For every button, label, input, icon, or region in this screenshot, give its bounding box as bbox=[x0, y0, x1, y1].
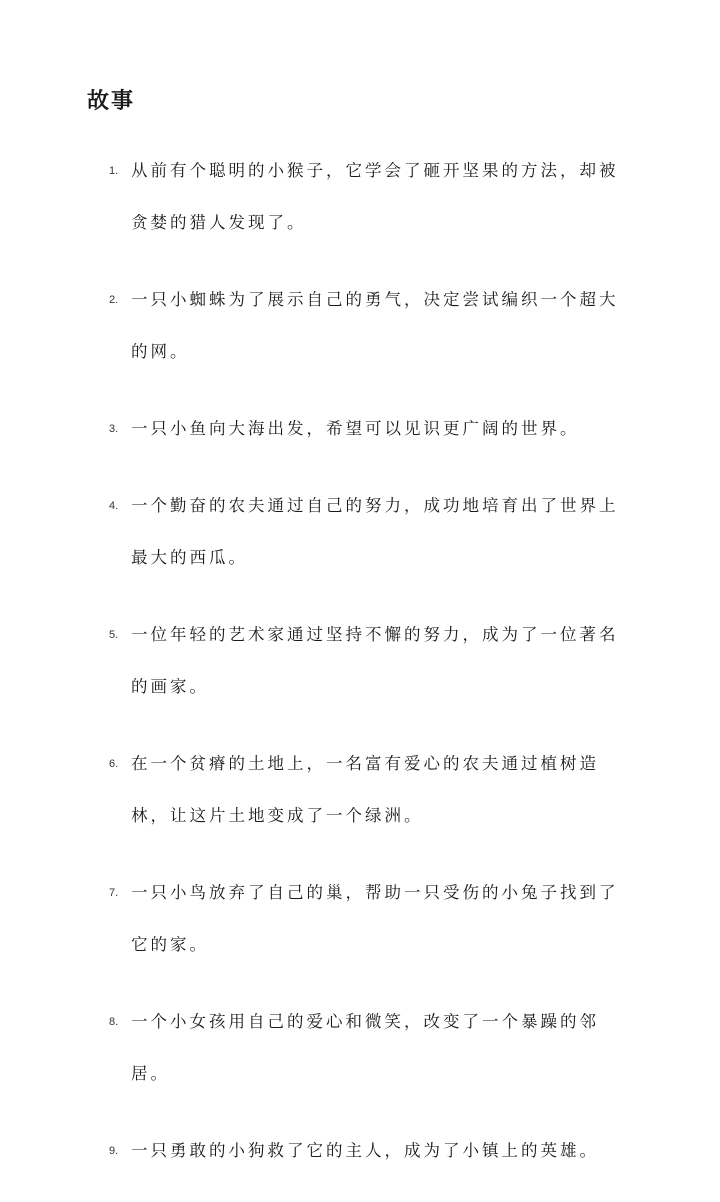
list-item bbox=[0, 480, 720, 584]
list-item-text: 一只小蜘蛛为了展示自己的勇气，决定尝试编织一个超大的网。 bbox=[131, 290, 619, 361]
list-item-number: 8. bbox=[109, 1016, 119, 1028]
list-item-number: 3. bbox=[109, 423, 119, 435]
list-item bbox=[0, 867, 720, 971]
list-item-text: 一位年轻的艺术家通过坚持不懈的努力，成为了一位著名的画家。 bbox=[131, 625, 619, 696]
list-item-number: 9. bbox=[109, 1145, 119, 1157]
list-item bbox=[0, 403, 720, 455]
list-item-number: 5. bbox=[109, 629, 119, 641]
list-item bbox=[0, 145, 720, 249]
list-item-number: 7. bbox=[109, 887, 119, 899]
story-list bbox=[0, 145, 720, 1202]
list-item bbox=[0, 738, 720, 842]
list-item-text: 一个小女孩用自己的爱心和微笑，改变了一个暴躁的邻居。 bbox=[131, 1012, 599, 1083]
list-item-text: 一个勤奋的农夫通过自己的努力，成功地培育出了世界上最大的西瓜。 bbox=[131, 496, 619, 567]
list-item-text: 在一个贫瘠的土地上，一名富有爱心的农夫通过植树造林，让这片土地变成了一个绿洲。 bbox=[131, 754, 599, 825]
list-item-number: 6. bbox=[109, 758, 119, 770]
list-item-number: 2. bbox=[109, 294, 119, 306]
list-item-number: 1. bbox=[109, 165, 119, 177]
list-item-text: 一只小鱼向大海出发，希望可以见识更广阔的世界。 bbox=[131, 419, 580, 438]
page-title: 故事 bbox=[87, 88, 136, 114]
list-item-text: 从前有个聪明的小猴子，它学会了砸开坚果的方法，却被贪婪的猎人发现了。 bbox=[131, 161, 619, 232]
list-item bbox=[0, 274, 720, 378]
list-item bbox=[0, 1125, 720, 1177]
list-item bbox=[0, 609, 720, 713]
list-item-text: 一只勇敢的小狗救了它的主人，成为了小镇上的英雄。 bbox=[131, 1141, 599, 1160]
list-item-text: 一只小鸟放弃了自己的巢，帮助一只受伤的小兔子找到了它的家。 bbox=[131, 883, 619, 954]
list-item bbox=[0, 996, 720, 1100]
list-item-number: 4. bbox=[109, 500, 119, 512]
